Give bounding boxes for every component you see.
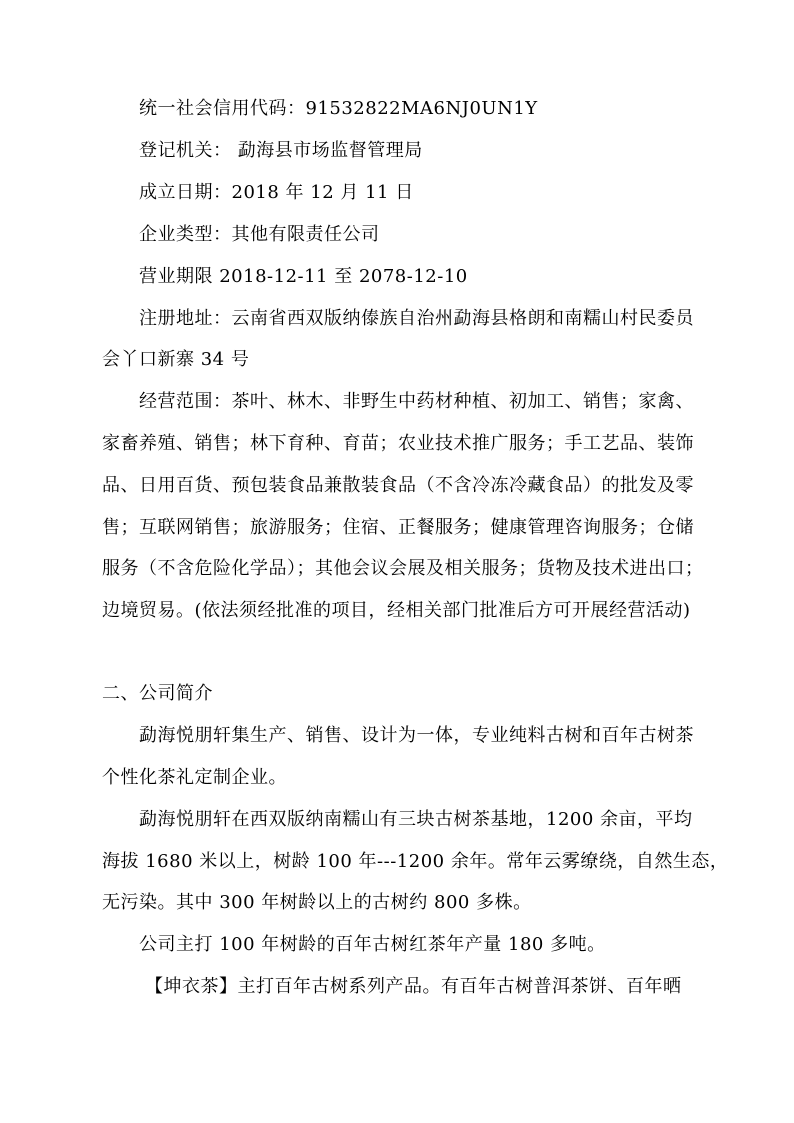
- intro-p2-line-2: 海拔 1680 米以上，树龄 100 年---1200 余年。常年云雾缭绕，自然生态，: [102, 851, 729, 872]
- intro-p2-line-1: 勐海悦朋轩在西双版纳南糯山有三块古树茶基地，1200 余亩，平均: [139, 809, 693, 830]
- address-line-1: 注册地址：云南省西双版纳傣族自治州勐海县格朗和南糯山村民委员: [139, 308, 694, 329]
- company-type-line: 企业类型：其他有限责任公司: [139, 224, 380, 245]
- scope-line-3: 品、日用百货、预包装食品兼散装食品（不含冷冻冷藏食品）的批发及零: [102, 475, 694, 496]
- established-date-line: 成立日期：2018 年 12 月 11 日: [139, 182, 414, 203]
- business-term-line: 营业期限 2018-12-11 至 2078-12-10: [139, 266, 468, 287]
- registration-authority-line: 登记机关： 勐海县市场监督管理局: [139, 140, 423, 161]
- scope-line-1: 经营范围：茶叶、林木、非野生中药材种植、初加工、销售；家禽、: [139, 391, 694, 412]
- credit-code-line: 统一社会信用代码：91532822MA6NJ0UN1Y: [139, 98, 538, 119]
- scope-line-5: 服务（不含危险化学品）；其他会议会展及相关服务；货物及技术进出口；: [102, 558, 704, 579]
- intro-p2-line-3: 无污染。其中 300 年树龄以上的古树约 800 多株。: [102, 892, 532, 913]
- scope-line-4: 售；互联网销售；旅游服务；住宿、正餐服务；健康管理咨询服务；仓储: [102, 517, 694, 538]
- scope-line-6: 边境贸易。(依法须经批准的项目，经相关部门批准后方可开展经营活动): [102, 600, 691, 621]
- intro-p4: 【坤衣茶】主打百年古树系列产品。有百年古树普洱茶饼、百年晒: [145, 976, 682, 997]
- section-heading: 二、公司简介: [102, 683, 213, 704]
- intro-p3: 公司主打 100 年树龄的百年古树红茶年产量 180 多吨。: [139, 934, 606, 955]
- intro-p1-line-1: 勐海悦朋轩集生产、销售、设计为一体，专业纯料古树和百年古树茶: [139, 725, 694, 746]
- intro-p1-line-2: 个性化茶礼定制企业。: [102, 767, 287, 788]
- scope-line-2: 家畜养殖、销售；林下育种、育苗；农业技术推广服务；手工艺品、装饰: [102, 433, 694, 454]
- address-line-2: 会丫口新寨 34 号: [102, 349, 250, 370]
